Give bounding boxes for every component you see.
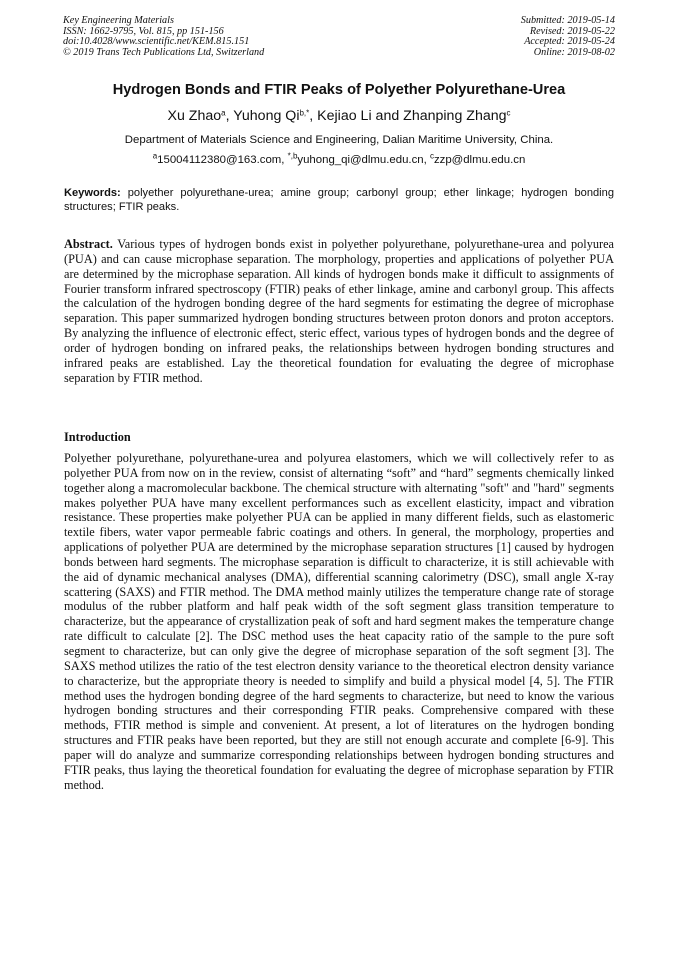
online-date: Online: 2019-08-02 [533,46,615,58]
abstract-text: Various types of hydrogen bonds exist in polyether polyurethane, polyurethane-urea and polyurea (PUA) and can cause microphase separation. The morphology, properties and applications of polyether PUA are determined by the microphase separation. All kinds of hydrogen bonds make it difficult to assignments of Fourier transform infrared spectroscopy (FTIR) peaks of ether linkage, amine and carbonyl group. This affects the calculation of the hydrogen bonding degree of the hard segments for estimating the degree of microphase separation. This paper summarized hydrogen bonding structures between proton donors and proton acceptors. By analyzing the influence of electronic effect, steric effect, various types of hydrogen bonds and the degree of order of hydrogen bonding on infrared peaks, the relationships between hydrogen bonding structures and infrared peaks are established. Lay the theoretical foundation for evaluating the degree of microphase separation by FTIR method. [64,237,615,385]
author-separator: , [225,108,234,124]
abstract-paragraph [64,237,614,385]
keywords-paragraph [64,186,614,214]
author-name: Yuhong Qi [233,108,300,124]
email-address[interactable]: zzp@dlmu.edu.cn [433,154,526,166]
issn-line: ISSN: 1662-9795, Vol. 815, pp 151-156 [63,25,224,37]
email-separator: , [423,154,430,166]
journal-name: Key Engineering Materials [63,15,174,26]
author-separator: , [309,108,318,124]
author-name: Zhanping Zhang [403,108,507,124]
email-mark: c [429,151,434,161]
copyright-line: © 2019 Trans Tech Publications Ltd, Switzerland [63,46,265,58]
author-affil-mark: c [506,108,511,118]
author-list [0,107,678,125]
doi-line: doi:10.4028/www.scientific.net/KEM.815.151 [63,36,250,48]
author-name: Xu Zhao [167,108,222,124]
keywords-text: polyether polyurethane-urea; amine group; carbonyl group; ether linkage; hydrogen bonding structures; FTIR peaks. [64,187,614,214]
email-address[interactable]: 15004112380@163.com [157,154,282,166]
paper-title: Hydrogen Bonds and FTIR Peaks of Polyether Polyurethane-Urea [112,82,566,98]
author-affil-mark: a [221,108,226,118]
email-separator: , [281,154,288,166]
affiliation: Department of Materials Science and Engineering, Dalian Maritime University, China. [124,134,554,146]
author-separator: and [371,108,404,124]
keywords-label: Keywords: [64,187,121,199]
author-affil-mark: b,* [299,108,310,118]
abstract-label: Abstract. [64,237,113,251]
journal-header [63,16,264,58]
author-name: Kejiao Li [317,108,372,124]
submitted-date: Submitted: 2019-05-14 [520,15,615,26]
author-emails [0,153,678,167]
dates-header [521,16,615,58]
introduction-heading: Introduction [64,430,131,444]
email-mark: *,b [287,151,298,161]
introduction-paragraph: Polyether polyurethane, polyurethane-urea and polyurea elastomers, which we will collectively refer to as polyether PUA from now on in the review, consist of alternating “soft” and “hard” segments chemically linked together along a macromolecular backbone. The chemical structure with alternating "soft" and "hard" segments makes polyether PUA have many excellent performances such as excellent elasticity, impact and vibration resistance. These properties make polyether PUA can be applied in many different fields, such as elastomeric textile fibers, water vapor permeable fabric coatings and others. In general, the morphology, properties and applications of polyether PUA are determined by the microphase separation structures [1] caused by hydrogen bonds between hard segments. The microphase separation is difficult to characterize, it is still achievable with the aid of dynamic mechanical analyses (DMA), differential scanning calorimetry (DSC), small angle X-ray scattering (SAXS) and FTIR method. The DMA method mainly utilizes the temperature change rate of storage modulus of the rubber platform and half peak width of the soft segment glass transition temperature to characterize, but the appearance of crystallization peak of soft and hard segment makes the temperature change rate difficult to calculate [2]. The DSC method uses the heat capacity ratio of the sample to the pure soft segment to characterize, but can only give the degree of microphase separation of the soft segment [3]. The SAXS method utilizes the ratio of the test electron density variance to the theoretical electron density variance to characterize, but the appropriate theory is needed to simplify and build a physical model [4, 5]. The FTIR method uses the hydrogen bonding degree of the hard segments to characterize, but need to know the various hydrogen bonding structures and their corresponding FTIR peaks. Comprehensive compared with these methods, FTIR method is simple and convenient. At present, a lot of literatures on the hydrogen bonding structures and FTIR peaks have been reported, but they are still not enough accurate and complete [6-9]. This paper will do analyze and summarize corresponding relationships between hydrogen bonding structures and FTIR peaks, thus laying the theoretical foundation for evaluating the degree of microphase separation by FTIR method. [64,451,614,792]
accepted-date: Accepted: 2019-05-24 [524,36,615,48]
email-mark: a [152,151,158,161]
email-address[interactable]: yuhong_qi@dlmu.edu.cn [297,154,424,166]
revised-date: Revised: 2019-05-22 [529,25,615,37]
